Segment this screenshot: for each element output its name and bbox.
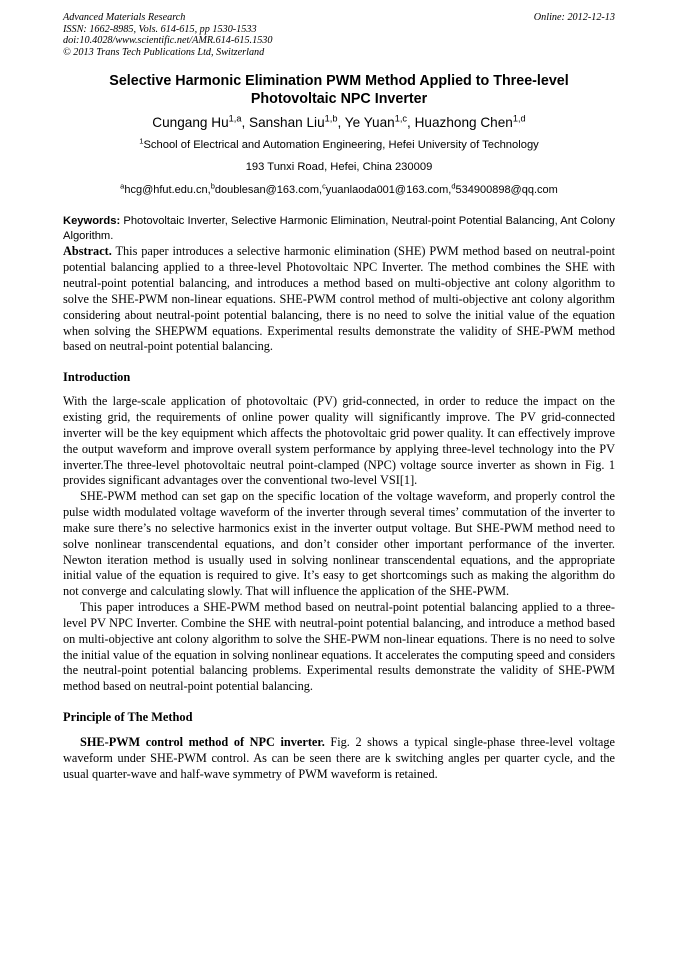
email-address: yuanlaoda001@163.com, <box>325 184 452 197</box>
paper-body <box>63 244 615 782</box>
affiliation-institution: School of Electrical and Automation Engineering, Hefei University of Technology <box>143 139 539 152</box>
paper-title <box>63 72 615 108</box>
principle-text: Fig. 2 shows a typical single-phase three-level voltage waveform under SHE-PWM control. As can be seen there are k switching angles per quarter cycle, and the usual quarter-wave and half-wave symmetry of PWM waveform is retained. <box>63 735 616 781</box>
author-affiliation-mark: 1,c <box>394 113 408 124</box>
doi-line: doi:10.4028/www.scientific.net/AMR.614-615.1530 <box>63 35 273 47</box>
keywords-label: Keywords: <box>63 215 121 228</box>
author-name: Cungang Hu <box>152 115 229 131</box>
email-mark: b <box>210 181 215 191</box>
author-list: Cungang Hu$^{1,a}$, Sanshan Liu$^{1,b}$, Ye Yuan$^{1,c}$, Huazhong Chen$^{1,d}$ <box>152 113 526 131</box>
email-mark: d <box>451 181 456 191</box>
online-date: Online: 2012-12-13 <box>533 12 615 23</box>
introduction-paragraph: SHE-PWM method can set gap on the specific location of the voltage waveform, and properly control the pulse width modulated voltage waveform of the inverter through several times’ commutation of the inverter to make sure there’s no selective harmonics exist in the inverter output voltage. But SHE-PWM method need to solve nonlinear transcendental equations, and don’t consider other important performance of the inverter. Newton iteration method is usually used in solving nonlinear transcendental equations, and the appropriate initial value of the equation is required to give. It’s easy to get shortcomings such as making the algorithm do not converge and calculating slowly. That will influence the application of the SHE-PWM. <box>63 489 615 599</box>
author-affiliation-mark: 1,a <box>228 113 242 124</box>
section-heading-introduction: Introduction <box>63 370 131 385</box>
author-name: Sanshan Liu <box>249 115 325 131</box>
email-mark: a <box>120 181 125 191</box>
abstract-label: Abstract. <box>63 244 112 259</box>
keywords-text: Photovoltaic Inverter, Selective Harmonic Elimination, Neutral-point Potential Balancing, Ant Colony Algorithm. <box>63 215 615 243</box>
principle-paragraph <box>63 735 615 783</box>
copyright-line: © 2013 Trans Tech Publications Ltd, Switzerland <box>63 46 265 58</box>
email-address: 534900898@qq.com <box>455 184 558 197</box>
journal-name: Advanced Materials Research <box>63 12 186 23</box>
email-address: doublesan@163.com, <box>214 184 323 197</box>
email-address: hcg@hfut.edu.cn, <box>124 184 211 197</box>
keywords <box>63 214 615 244</box>
introduction-paragraph: This paper introduces a SHE-PWM method based on neutral-point potential balancing applied to a three-level PV NPC Inverter. Combine the SHE with neutral-point potential balancing, and introduce a method based on multi-objective ant colony algorithm to solve the SHE-PWM non-linear equations. There is no need to solve the initial value of the equation in solving nonlinear equations. It accelerates the computing speed and considers the neutral-point potential balancing problems. Experimental results demonstrate the validity of SHE-PWM method based on neutral-point potential balancing. <box>63 600 615 694</box>
affiliation-mark: 1 <box>139 136 144 146</box>
author-name: Ye Yuan <box>344 115 395 131</box>
journal-header <box>63 12 615 58</box>
introduction-paragraph: With the large-scale application of photovoltaic (PV) grid-connected, in order to reduce the impact on the existing grid, the requirements of online power quality will significantly improve. The PV grid-connected inverter will be the key equipment which affects the photovoltaic grid power quality. It can effectively improve the output waveform and improve overall system performance by applying three-level technology into the PV inverter.The three-level photovoltaic neutral point-clamped (NPC) voltage source inverter as shown in Fig. 1 provides significant advantages over the conventional two-level VSI[1]. <box>63 394 615 488</box>
title-line-2: Photovoltaic NPC Inverter <box>250 91 428 108</box>
title-line-1: Selective Harmonic Elimination PWM Method Applied to Three-level <box>109 73 569 90</box>
author-affiliation-mark: 1,d <box>512 113 526 124</box>
affiliation <box>63 138 615 152</box>
author-name: Huazhong Chen <box>414 115 513 131</box>
abstract <box>63 244 615 355</box>
issn-line: ISSN: 1662-8985, Vols. 614-615, pp 1530-1533 <box>63 23 257 35</box>
email-mark: c <box>322 181 326 191</box>
affiliation-address: 193 Tunxi Road, Hefei, China 230009 <box>245 161 433 174</box>
abstract-text: This paper introduces a selective harmonic elimination (SHE) PWM method based on neutral-point potential balancing applied to a three-level Photovoltaic NPC Inverter. The method combines the SHE with neutral-point potential balancing, and introduces a method based on multi-objective ant colony algorithm to solve the SHE-PWM non-linear equations. SHE-PWM control method of multi-objective ant colony algorithm considering about neutral-point potential balancing, there is no need to solve the initial value of the equation when solving the SHEPWM equations. Experimental results demonstrate the validity of SHE-PWM method based on neutral-point potential balancing. <box>63 244 615 354</box>
section-heading-principle: Principle of The Method <box>63 710 193 725</box>
author-emails <box>63 181 615 197</box>
author-affiliation-mark: 1,b <box>324 113 338 124</box>
subsection-run-in-heading: SHE-PWM control method of NPC inverter. <box>80 735 325 749</box>
